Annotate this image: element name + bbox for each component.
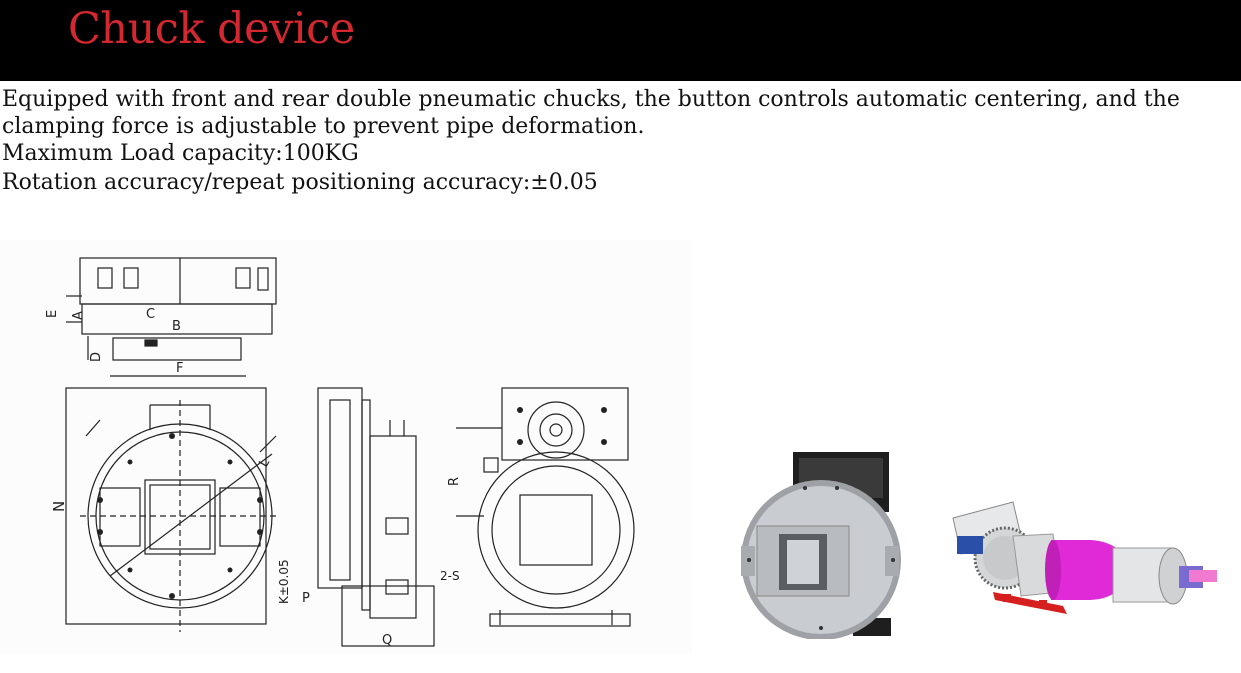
label-b: B bbox=[172, 319, 181, 334]
description-block bbox=[2, 86, 1238, 196]
label-d: D bbox=[89, 351, 104, 362]
chuck-assembly-render bbox=[943, 496, 1227, 630]
label-k: K±0.05 bbox=[277, 559, 291, 604]
label-q: Q bbox=[382, 633, 393, 648]
header-bar bbox=[0, 0, 1241, 81]
label-e: E bbox=[45, 309, 60, 318]
label-l: L bbox=[256, 456, 274, 470]
load-capacity-text: Maximum Load capacity:100KG bbox=[2, 141, 359, 166]
label-s: 2-S bbox=[440, 569, 460, 583]
description-intro: Equipped with front and rear double pneumatic chucks, the button controls automatic centering, and the clamping force is adjustable to prevent pipe deformation. bbox=[2, 87, 1180, 139]
label-r: R bbox=[447, 476, 462, 486]
page-title: Chuck device bbox=[68, 4, 355, 54]
label-a: A bbox=[71, 311, 86, 320]
technical-drawing bbox=[0, 240, 692, 654]
label-c: C bbox=[146, 307, 156, 322]
chuck-front-photo bbox=[735, 448, 909, 639]
accuracy-text: Rotation accuracy/repeat positioning accuracy:±0.05 bbox=[2, 170, 598, 195]
label-p: P bbox=[302, 591, 310, 606]
label-f: F bbox=[176, 361, 184, 376]
label-n: N bbox=[50, 500, 68, 512]
